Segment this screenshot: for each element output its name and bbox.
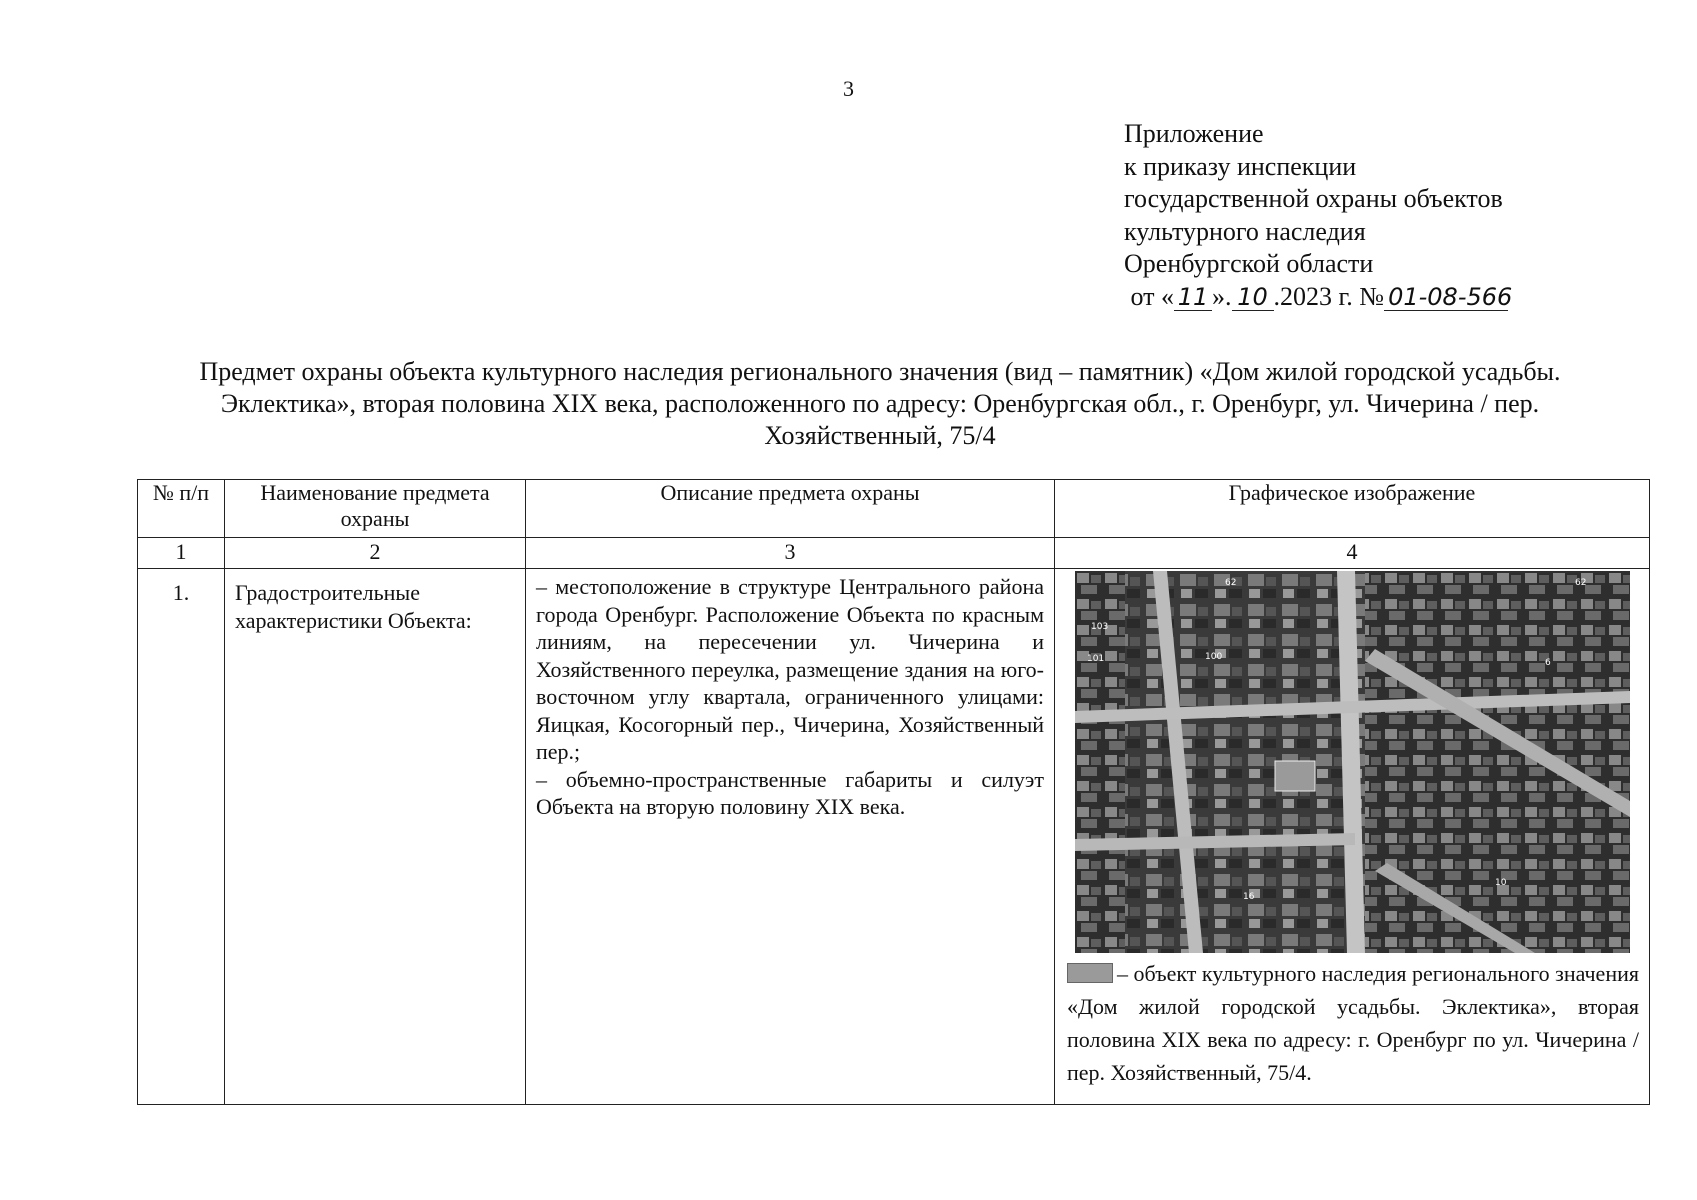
appendix-line: культурного наследия xyxy=(1124,216,1366,246)
handwritten-day: 11 xyxy=(1174,284,1212,311)
row-description xyxy=(526,569,1055,1105)
date-mid: ». xyxy=(1212,281,1232,311)
appendix-line: государственной охраны объектов xyxy=(1124,184,1503,213)
column-number: 3 xyxy=(526,538,1055,569)
header-graphic: Графическое изображение xyxy=(1055,480,1650,538)
map-label: 62 xyxy=(1575,578,1587,588)
header-name: Наименование предмета охраны xyxy=(225,480,526,538)
document-title: Предмет охраны объекта культурного наследия регионального значения (вид – памятник) «Дом жилой городской усадьбы. Эклектика», вторая половина XIX века, расположенного по адресу: Оренбургская обл., г. Оренбург, ул. Чичерина / пер. Хозяйственный, 75/4 xyxy=(199,357,1561,450)
map-label: 6 xyxy=(1545,658,1551,668)
table-row xyxy=(138,569,1650,1105)
appendix-block xyxy=(1124,118,1513,313)
image-caption-text: – объект культурного наследия регионального значения «Дом жилой городской усадьбы. Эклектика», вторая половина XIX века по адресу: г. Оренбург по ул. Чичерина / пер. Хозяйственный, 75/4. xyxy=(1067,961,1639,1085)
handwritten-order-number: 01-08-566 xyxy=(1384,284,1508,311)
order-date-line xyxy=(1124,281,1513,314)
row-name: Градостроительные характеристики Объекта: xyxy=(225,569,526,1105)
appendix-line: Оренбургской области xyxy=(1124,249,1374,278)
header-number: № п/п xyxy=(138,480,225,538)
appendix-line: Приложение xyxy=(1124,119,1264,148)
legend-swatch xyxy=(1067,963,1113,983)
column-number: 4 xyxy=(1055,538,1650,569)
date-suffix: .2023 г. № xyxy=(1273,281,1385,311)
row-number: 1. xyxy=(138,569,225,1105)
map-label: 100 xyxy=(1205,652,1223,662)
header-description: Описание предмета охраны xyxy=(526,480,1055,538)
description-item: – местоположение в структуре Центрального района города Оренбург. Расположение Объекта по красным линиям, на пересечении ул. Чичерина и Хозяйственного переулка, размещение здания на юго-восточном углу квартала, ограниченного улицами: Яицкая, Косогорный пер., Чичерина, Хозяйственный пер.; xyxy=(536,574,1044,764)
column-number: 1 xyxy=(138,538,225,569)
protection-subject-table xyxy=(137,479,1650,1105)
map-label: 101 xyxy=(1087,654,1105,664)
column-number-row xyxy=(138,538,1650,569)
map-label: 103 xyxy=(1091,622,1109,632)
date-prefix: от « xyxy=(1130,281,1175,311)
table-header-row xyxy=(138,480,1650,538)
image-caption xyxy=(1055,953,1649,1089)
map-label: 62 xyxy=(1225,578,1237,588)
appendix-line: к приказу инспекции xyxy=(1124,151,1357,181)
map-label: 16 xyxy=(1243,892,1255,902)
column-number: 2 xyxy=(225,538,526,569)
handwritten-month: 10 xyxy=(1232,284,1274,311)
description-item: – объемно-пространственные габариты и силуэт Объекта на вторую половину XIX века. xyxy=(536,766,1044,819)
map-label: 10 xyxy=(1495,878,1507,888)
page-number: 3 xyxy=(843,76,854,101)
row-graphic xyxy=(1055,569,1650,1105)
aerial-map-image xyxy=(1075,571,1630,953)
